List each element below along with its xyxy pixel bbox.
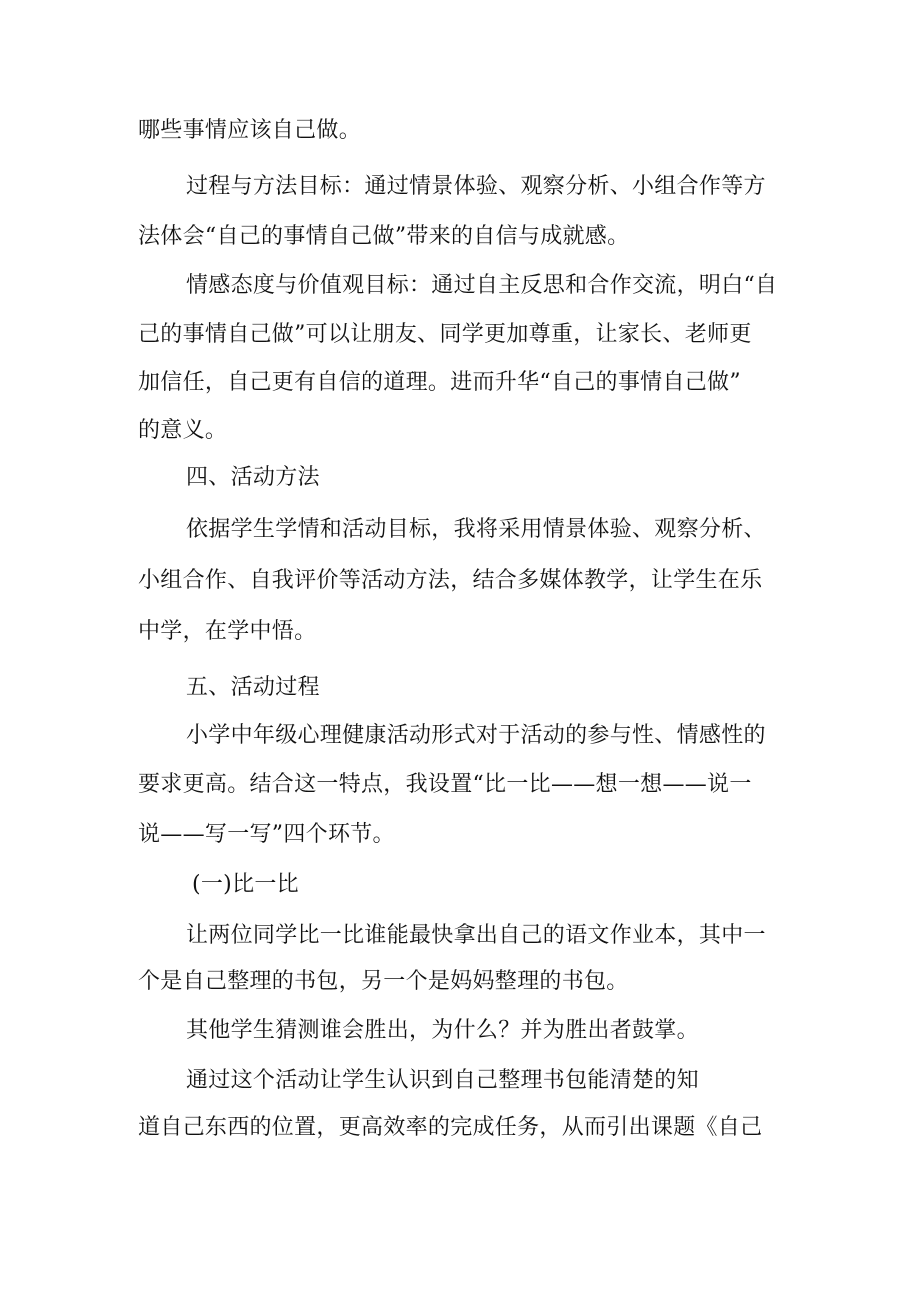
- paragraph-line: 通过这个活动让学生认识到自己整理书包能清楚的知: [186, 1068, 699, 1093]
- paragraph-line: 其他学生猜测谁会胜出，为什么？并为胜出者鼓掌。: [186, 1018, 699, 1043]
- paragraph-line: 哪些事情应该自己做。: [138, 118, 362, 143]
- paragraph-line: 依据学生学情和活动目标，我将采用情景体验、观察分析、: [186, 517, 766, 542]
- section-heading: 四、活动方法: [186, 465, 320, 490]
- paragraph-line: 小组合作、自我评价等活动方法，结合多媒体教学，让学生在乐: [138, 568, 763, 593]
- paragraph-line: 道自己东西的位置，更高效率的完成任务，从而引出课题《自己: [138, 1115, 763, 1140]
- paragraph-line: 让两位同学比一比谁能最快拿出自己的语文作业本，其中一: [186, 923, 766, 948]
- paragraph-line: 己的事情自己做”可以让朋友、同学更加尊重，让家长、老师更: [138, 322, 752, 347]
- paragraph-line: 要求更高。结合这一特点，我设置“比一比——想一想——说一: [138, 772, 752, 797]
- paragraph-line: 的意义。: [138, 418, 228, 443]
- paragraph-line: 加信任，自己更有自信的道理。进而升华“自己的事情自己做”: [138, 370, 741, 395]
- paragraph-line: 小学中年级心理健康活动形式对于活动的参与性、情感性的: [186, 723, 766, 748]
- paragraph-line: 说——写一写”四个环节。: [138, 822, 395, 847]
- paragraph-line: 过程与方法目标：通过情景体验、观察分析、小组合作等方: [186, 174, 766, 199]
- paragraph-line: 法体会“自己的事情自己做”带来的自信与成就感。: [138, 224, 630, 249]
- paragraph-line: 中学，在学中悟。: [138, 619, 317, 644]
- subsection-heading: (一)比一比: [192, 872, 299, 897]
- paragraph-line: 个是自己整理的书包，另一个是妈妈整理的书包。: [138, 969, 629, 994]
- section-heading: 五、活动过程: [186, 675, 320, 700]
- paragraph-line: 情感态度与价值观目标：通过自主反思和合作交流，明白“自: [186, 273, 778, 298]
